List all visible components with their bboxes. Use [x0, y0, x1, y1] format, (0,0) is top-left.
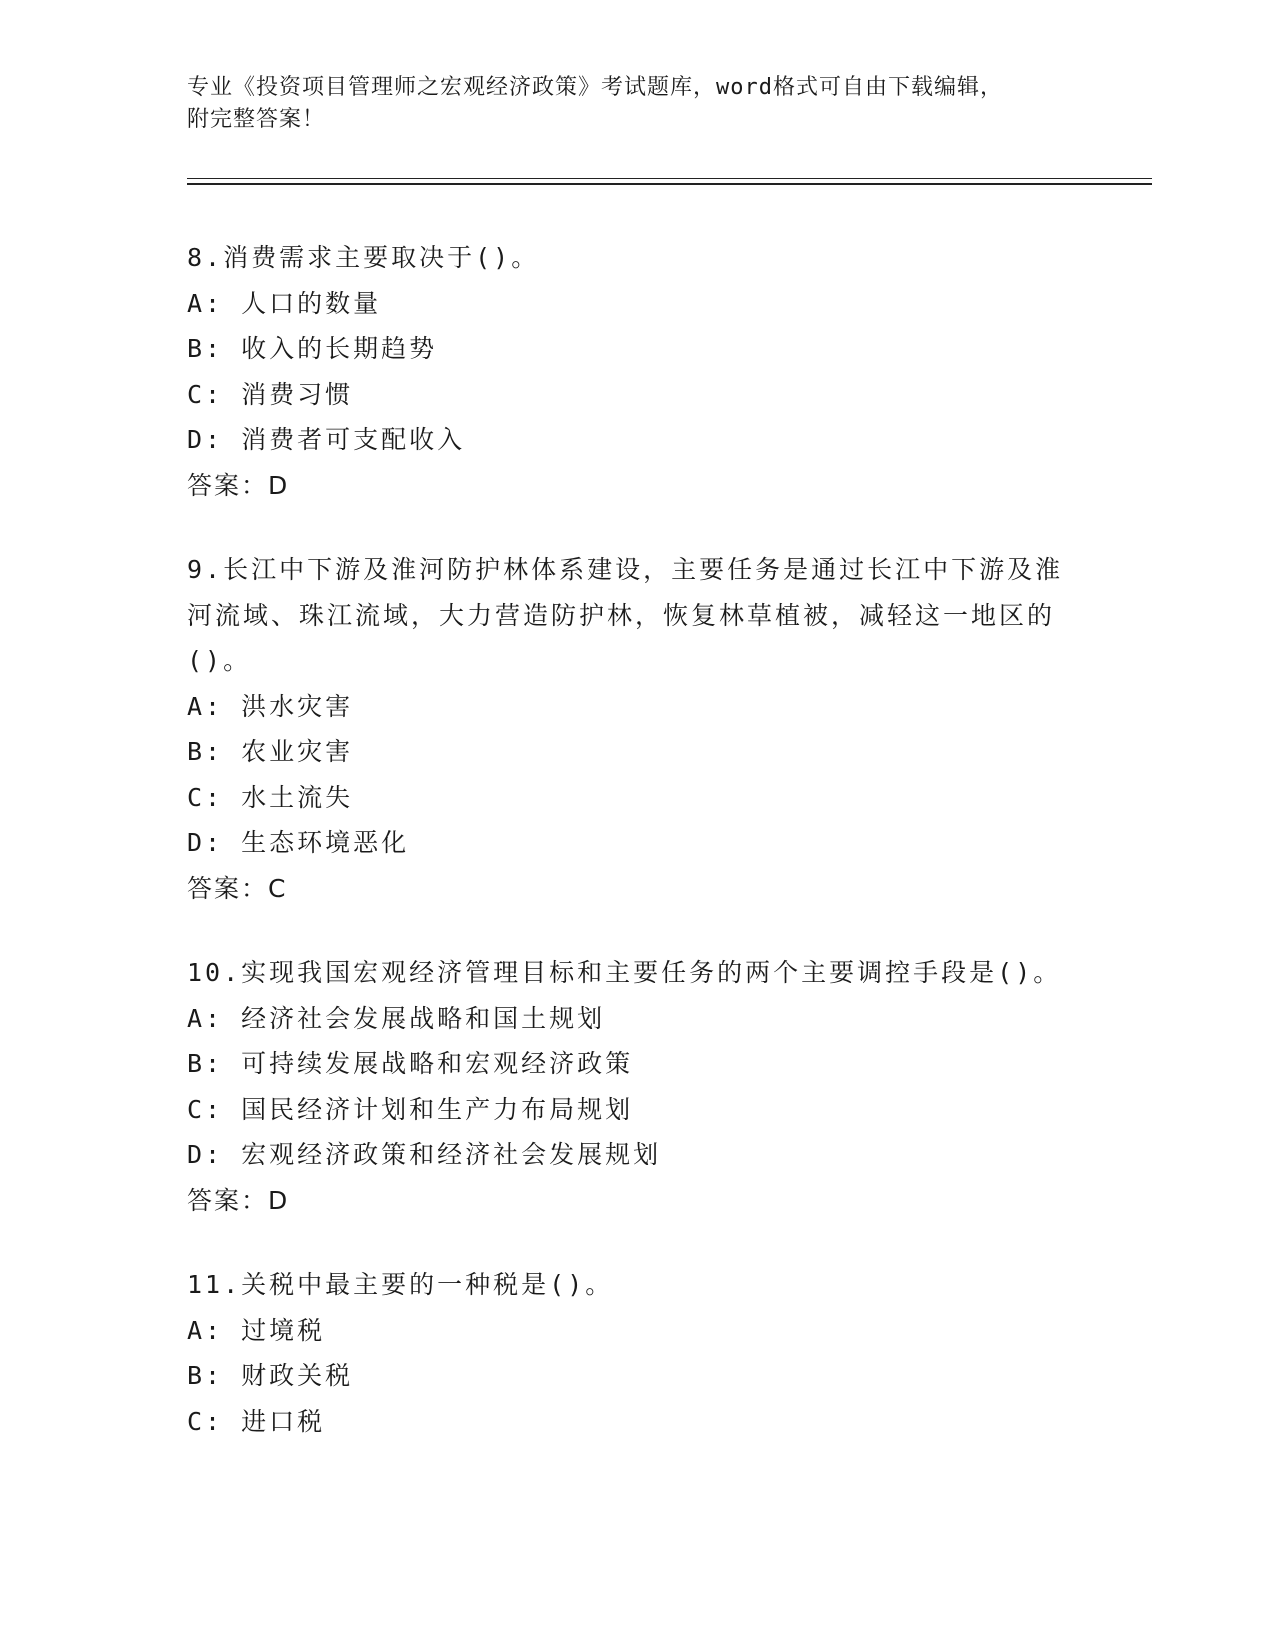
option-d: D: 生态环境恶化: [187, 828, 410, 857]
answer: 答案：D: [187, 470, 290, 500]
option-a: A: 洪水灾害: [187, 691, 354, 721]
question-9: [187, 547, 1067, 911]
question-11: [187, 1262, 1067, 1444]
option-c: C: 国民经济计划和生产力布局规划: [187, 1094, 634, 1124]
header-line-1: 专业《投资项目管理师之宏观经济政策》考试题库，word格式可自由下载编辑，: [187, 75, 1003, 100]
question-10: [187, 950, 1067, 1223]
document-header: [187, 72, 1087, 136]
option-c: C: 进口税: [187, 1406, 326, 1436]
option-b: B: 收入的长期趋势: [187, 334, 438, 363]
option-b: B: 农业灾害: [187, 737, 354, 766]
header-line-2: 附完整答案！: [187, 107, 326, 132]
option-b: B: 财政关税: [187, 1361, 354, 1390]
answer: 答案：D: [187, 1185, 290, 1215]
option-d: D: 消费者可支配收入: [187, 425, 466, 454]
option-a: A: 人口的数量: [187, 288, 382, 318]
header-divider-bottom: [187, 183, 1152, 185]
question-stem: 9.长江中下游及淮河防护林体系建设，主要任务是通过长江中下游及淮河流域、珠江流域，大力营造防护林，恢复林草植被，减轻这一地区的()。: [187, 555, 1064, 675]
question-list: [187, 235, 1067, 1483]
answer: 答案：C: [187, 873, 288, 903]
option-d: D: 宏观经济政策和经济社会发展规划: [187, 1140, 662, 1169]
option-b: B: 可持续发展战略和宏观经济政策: [187, 1049, 634, 1078]
option-c: C: 消费习惯: [187, 379, 354, 409]
question-stem: 11.关税中最主要的一种税是()。: [187, 1270, 614, 1299]
header-divider-top: [187, 178, 1152, 179]
option-a: A: 过境税: [187, 1315, 326, 1345]
question-8: [187, 235, 1067, 508]
option-c: C: 水土流失: [187, 782, 354, 812]
question-stem: 10.实现我国宏观经济管理目标和主要任务的两个主要调控手段是()。: [187, 958, 1062, 987]
option-a: A: 经济社会发展战略和国土规划: [187, 1003, 606, 1033]
question-stem: 8.消费需求主要取决于()。: [187, 243, 540, 272]
